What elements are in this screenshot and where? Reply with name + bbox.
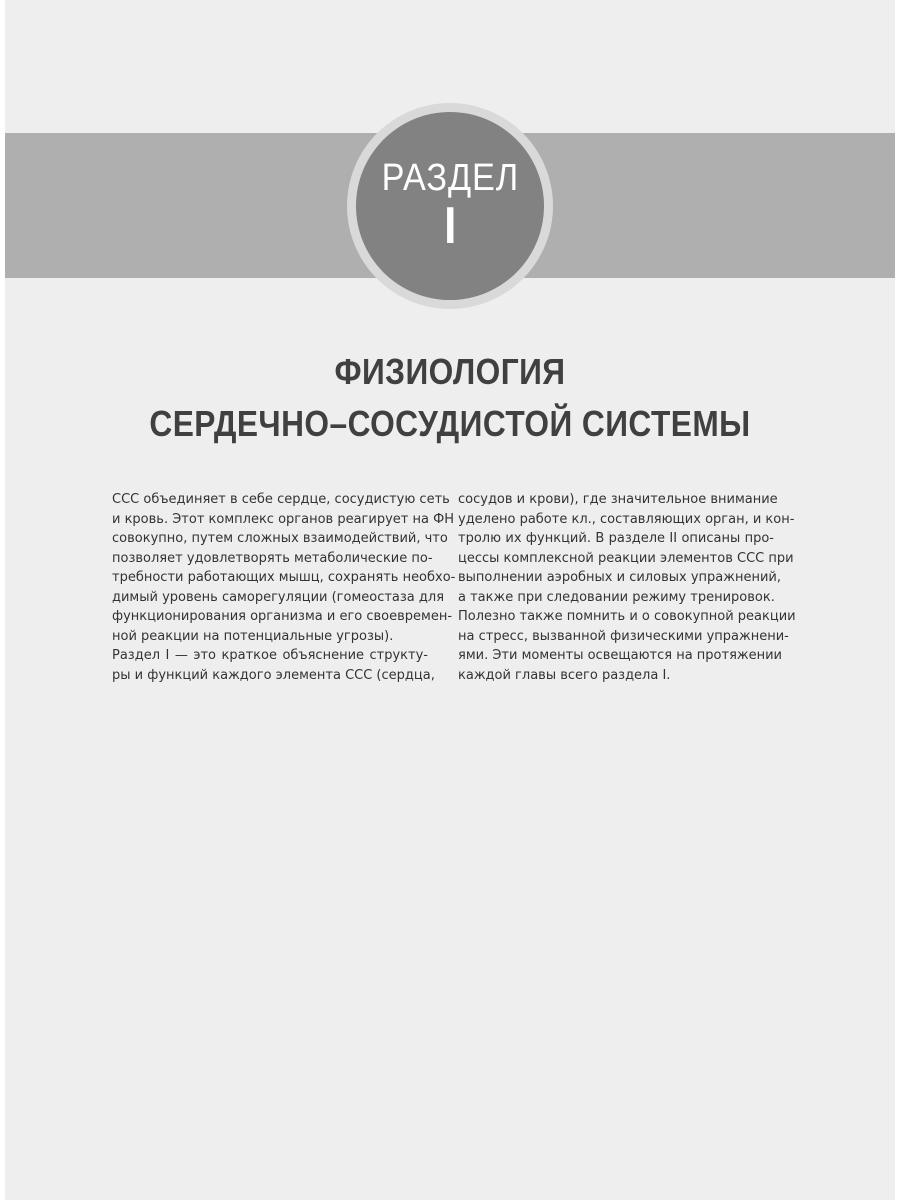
text-line: каждой главы всего раздела I. — [458, 667, 671, 683]
text-line: функционирования организма и его своевремен- — [112, 609, 453, 624]
text-line: уделено работе кл., составляющих орган, и кон- — [458, 511, 795, 527]
text-line: ССС объединяет в себе сердце, сосудистую сеть — [112, 492, 450, 507]
text-line: тролю их функций. В разделе II описаны про- — [458, 531, 774, 546]
text-line: димый уровень саморегуляции (гомеостаза для — [112, 589, 445, 605]
text-line: ной реакции на потенциальные угрозы). — [112, 628, 394, 644]
title-line-1: ФИЗИОЛОГИЯ — [334, 351, 566, 392]
text-line: Полезно также помнить и о совокупной реакции — [458, 609, 796, 624]
text-line: ями. Эти моменты освещаются на протяжении — [458, 648, 782, 663]
text-line: выполнении аэробных и силовых упражнений, — [458, 570, 781, 585]
text-line: и кровь. Этот комплекс органов реагирует на ФН — [112, 511, 455, 527]
section-label: РАЗДЕЛ — [381, 157, 519, 199]
text-line: Раздел I — это краткое объяснение структу- — [112, 648, 428, 663]
text-line: сосудов и крови), где значительное внимание — [458, 492, 778, 507]
section-number: I — [443, 197, 457, 255]
text-line: а также при следовании режиму тренировок. — [458, 589, 775, 605]
page-title — [5, 346, 895, 450]
text-line: совокупно, путем сложных взаимодействий, что — [112, 531, 448, 546]
text-line: цессы комплексной реакции элементов ССС при — [458, 550, 794, 566]
text-line: ры и функций каждого элемента ССС (сердца, — [112, 667, 435, 683]
section-badge — [356, 112, 544, 300]
text-column-right — [458, 490, 796, 685]
text-line: на стресс, вызванной физическими упражнени- — [458, 628, 789, 644]
text-column-left — [112, 490, 456, 685]
title-line-2: СЕРДЕЧНО–СОСУДИСТОЙ СИСТЕМЫ — [149, 403, 751, 444]
text-line: позволяет удовлетворять метаболические по- — [112, 550, 433, 566]
text-line: требности работающих мышц, сохранять необхо- — [112, 570, 456, 585]
